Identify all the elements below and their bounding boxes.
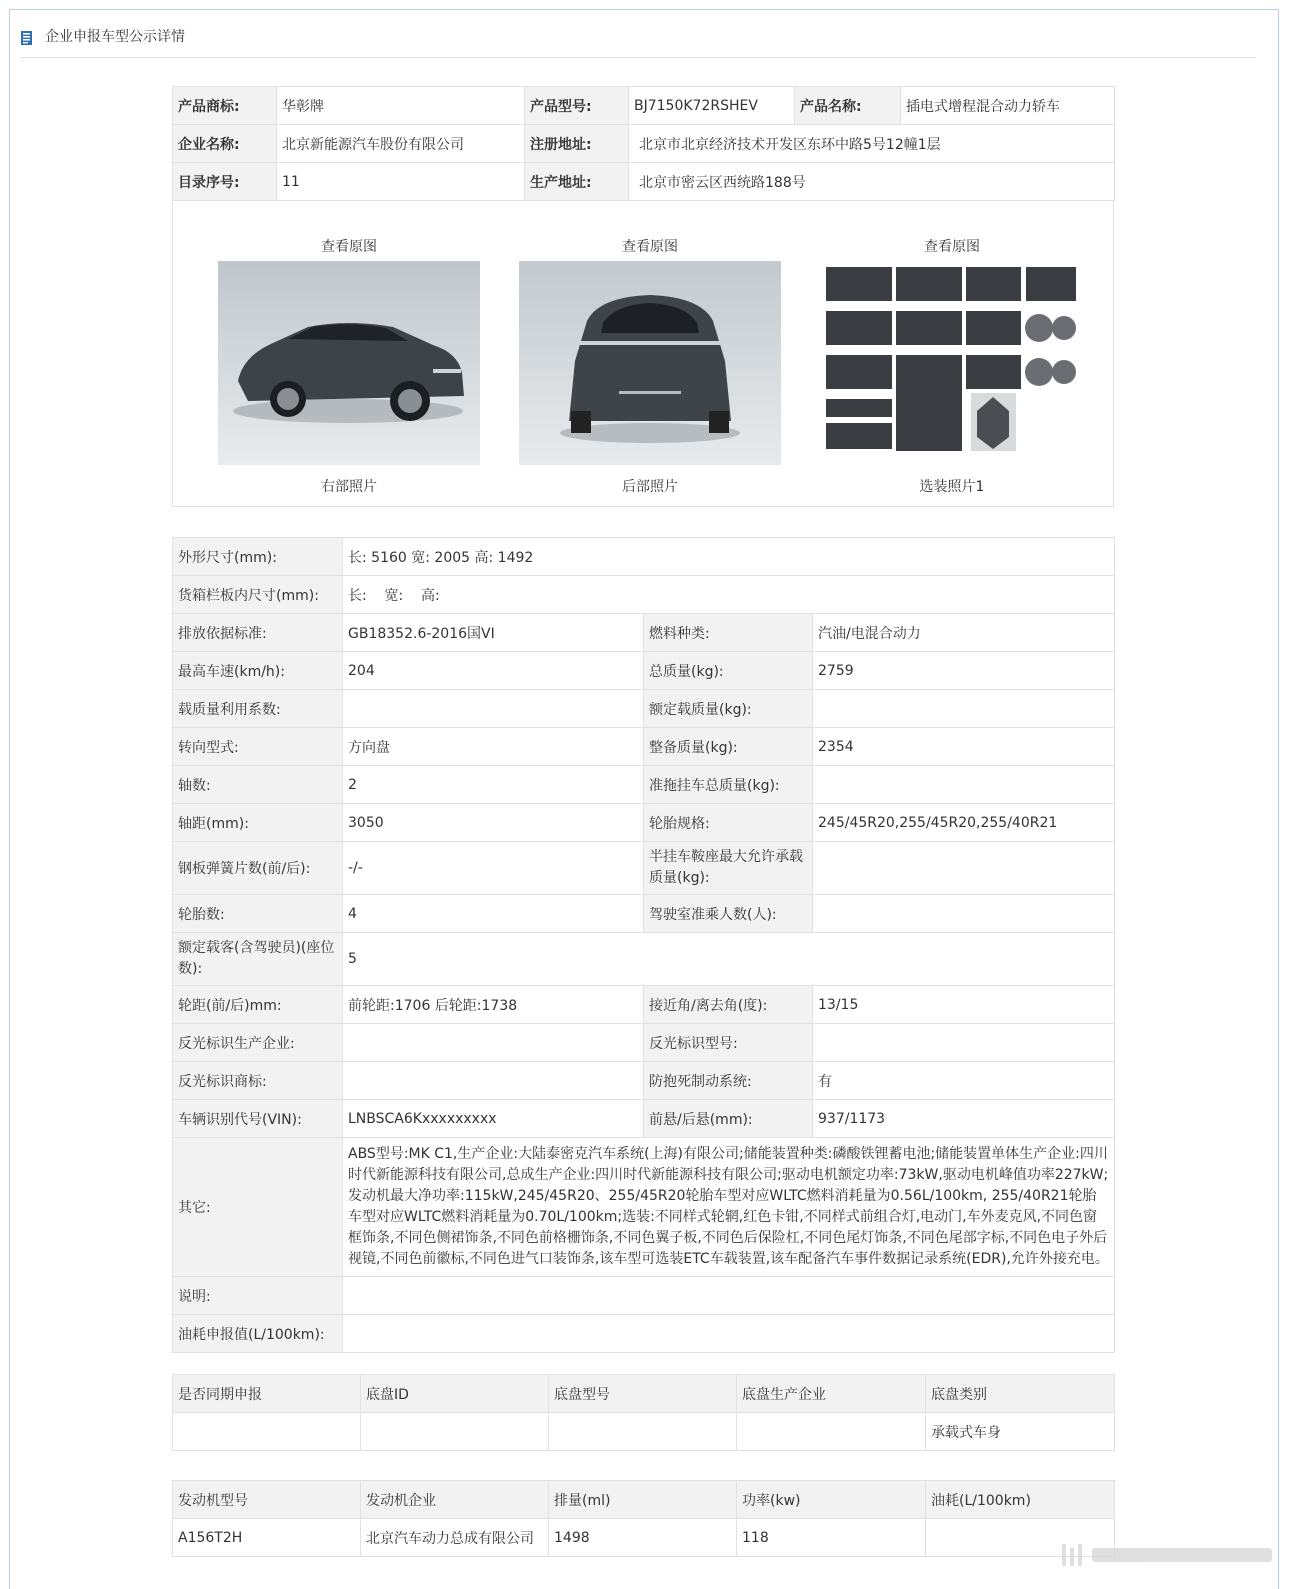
- table-cell: [173, 1413, 361, 1451]
- seat-capacity-label: 额定载客(含驾驶员)(座位数):: [173, 933, 343, 986]
- curb-mass-value: 2354: [813, 728, 1115, 766]
- table-cell: 1498: [549, 1519, 737, 1557]
- production-address-label: 生产地址:: [525, 163, 629, 201]
- rated-load-label: 额定载质量(kg):: [644, 690, 813, 728]
- car-rear-photo[interactable]: [519, 261, 781, 465]
- wheelbase-value: 3050: [343, 804, 644, 842]
- document-list-icon: [20, 30, 34, 46]
- company-value: 北京新能源汽车股份有限公司: [277, 125, 525, 163]
- table-cell: A156T2H: [173, 1519, 361, 1557]
- approach-departure-angle-label: 接近角/离去角(度):: [644, 986, 813, 1024]
- view-original-link[interactable]: 查看原图: [924, 239, 980, 255]
- fuel-type-label: 燃料种类:: [644, 614, 813, 652]
- reflector-manufacturer-value: [343, 1024, 644, 1062]
- load-coefficient-value: [343, 690, 644, 728]
- saddle-load-label: 半挂车鞍座最大允许承载质量(kg):: [644, 842, 813, 895]
- table-header-cell: 底盘类别: [926, 1375, 1115, 1413]
- brand-value: 华彰牌: [277, 87, 525, 125]
- other-value: ABS型号:MK C1,生产企业:大陆泰密克汽车系统(上海)有限公司;储能装置种类:磷酸铁锂蓄电池;储能装置单体生产企业:四川时代新能源科技有限公司,总成生产企业:四川时代新能源科技有限公司;驱动电机额定功率:73kW,驱动电机峰值功率227kW;发动机最大净功率:115kW,245/45R20、255/45R20轮胎车型对应WLTC燃料消耗量为0.56L/100km, 255/40R21轮胎车型对应WLTC燃料消耗量为0.70L/100km;选装:不同样式轮辋,红色卡钳,不同样式前组合灯,电动门,车外麦克风,不同色窗框饰条,不同色侧裙饰条,不同色前格栅饰条,不同色翼子板,不同色后保险杠,不同色尾灯饰条,不同色尾部字标,不同色电子外后视镜,不同色前徽标,不同色进气口装饰条,该车型可选装ETC车载装置,该车配备汽车事件数据记录系统(EDR),允许外接充电。: [343, 1138, 1115, 1277]
- catalog-number-label: 目录序号:: [173, 163, 277, 201]
- overhang-label: 前悬/后悬(mm):: [644, 1100, 813, 1138]
- table-header-cell: 是否同期申报: [173, 1375, 361, 1413]
- axle-count-value: 2: [343, 766, 644, 804]
- view-original-link[interactable]: 查看原图: [622, 239, 678, 255]
- photo-caption-rear: 后部照片: [622, 479, 678, 495]
- rated-load-value: [813, 690, 1115, 728]
- brand-label: 产品商标:: [173, 87, 277, 125]
- table-header-cell: 油耗(L/100km): [926, 1481, 1115, 1519]
- table-header-cell: 排量(ml): [549, 1481, 737, 1519]
- reflector-model-value: [813, 1024, 1115, 1062]
- tire-count-value: 4: [343, 895, 644, 933]
- cab-capacity-label: 驾驶室准乘人数(人):: [644, 895, 813, 933]
- tire-count-label: 轮胎数:: [173, 895, 343, 933]
- approach-departure-angle-value: 13/15: [813, 986, 1115, 1024]
- photo-gallery: [172, 200, 1114, 507]
- curb-mass-label: 整备质量(kg):: [644, 728, 813, 766]
- registered-address-value: 北京市北京经济技术开发区东环中路5号12幢1层: [629, 125, 1115, 163]
- model-value: BJ7150K72RSHEV: [629, 87, 795, 125]
- tire-spec-label: 轮胎规格:: [644, 804, 813, 842]
- steering-type-value: 方向盘: [343, 728, 644, 766]
- table-header-cell: 底盘型号: [549, 1375, 737, 1413]
- reflector-brand-value: [343, 1062, 644, 1100]
- trailer-mass-value: [813, 766, 1115, 804]
- chassis-table: [172, 1374, 1115, 1451]
- table-cell: 承载式车身: [926, 1413, 1115, 1451]
- emission-standard-label: 排放依据标准:: [173, 614, 343, 652]
- dimensions-label: 外形尺寸(mm):: [173, 538, 343, 576]
- max-speed-value: 204: [343, 652, 644, 690]
- cargo-dimensions-value: 长: 宽: 高:: [343, 576, 1115, 614]
- track-width-label: 轮距(前/后)mm:: [173, 986, 343, 1024]
- optional-equipment-collage[interactable]: [821, 261, 1083, 465]
- leaf-spring-label: 钢板弹簧片数(前/后):: [173, 842, 343, 895]
- table-cell: [361, 1413, 549, 1451]
- table-cell: [549, 1413, 737, 1451]
- page-title: 企业申报车型公示详情: [45, 29, 185, 45]
- photo-caption-optional: 选装照片1: [919, 479, 985, 495]
- table-header-cell: 底盘生产企业: [737, 1375, 926, 1413]
- wheelbase-label: 轴距(mm):: [173, 804, 343, 842]
- registered-address-label: 注册地址:: [525, 125, 629, 163]
- other-label: 其它:: [173, 1138, 343, 1277]
- steering-type-label: 转向型式:: [173, 728, 343, 766]
- reflector-model-label: 反光标识型号:: [644, 1024, 813, 1062]
- leaf-spring-value: -/-: [343, 842, 644, 895]
- max-speed-label: 最高车速(km/h):: [173, 652, 343, 690]
- table-header-cell: 底盘ID: [361, 1375, 549, 1413]
- emission-standard-value: GB18352.6-2016国VI: [343, 614, 644, 652]
- declared-fuel-consumption-label: 油耗申报值(L/100km):: [173, 1315, 343, 1353]
- trailer-mass-label: 准拖挂车总质量(kg):: [644, 766, 813, 804]
- production-address-value: 北京市密云区西统路188号: [629, 163, 1115, 201]
- basic-info-table: [172, 86, 1115, 201]
- product-name-value: 插电式增程混合动力轿车: [901, 87, 1115, 125]
- table-header-cell: 发动机型号: [173, 1481, 361, 1519]
- total-mass-label: 总质量(kg):: [644, 652, 813, 690]
- company-label: 企业名称:: [173, 125, 277, 163]
- note-value: [343, 1277, 1115, 1315]
- vehicle-parameters-table: [172, 537, 1115, 1353]
- tire-spec-value: 245/45R20,255/45R20,255/40R21: [813, 804, 1115, 842]
- vin-value: LNBSCA6Kxxxxxxxxx: [343, 1100, 644, 1138]
- vin-label: 车辆识别代号(VIN):: [173, 1100, 343, 1138]
- car-right-side-photo[interactable]: [218, 261, 480, 465]
- reflector-manufacturer-label: 反光标识生产企业:: [173, 1024, 343, 1062]
- reflector-brand-label: 反光标识商标:: [173, 1062, 343, 1100]
- catalog-number-value: 11: [277, 163, 525, 201]
- table-header-cell: 功率(kw): [737, 1481, 926, 1519]
- engine-table: [172, 1480, 1115, 1557]
- abs-value: 有: [813, 1062, 1115, 1100]
- cargo-dimensions-label: 货箱栏板内尺寸(mm):: [173, 576, 343, 614]
- axle-count-label: 轴数:: [173, 766, 343, 804]
- saddle-load-value: [813, 842, 1115, 895]
- model-label: 产品型号:: [525, 87, 629, 125]
- table-header-cell: 发动机企业: [361, 1481, 549, 1519]
- abs-label: 防抱死制动系统:: [644, 1062, 813, 1100]
- page-header: [20, 22, 1256, 58]
- watermark-logo: [1058, 1540, 1278, 1570]
- photo-caption-right: 右部照片: [321, 479, 377, 495]
- seat-capacity-value: 5: [343, 933, 1115, 986]
- declared-fuel-consumption-value: [343, 1315, 1115, 1353]
- note-label: 说明:: [173, 1277, 343, 1315]
- product-name-label: 产品名称:: [795, 87, 901, 125]
- dimensions-value: 长: 5160 宽: 2005 高: 1492: [343, 538, 1115, 576]
- fuel-type-value: 汽油/电混合动力: [813, 614, 1115, 652]
- cab-capacity-value: [813, 895, 1115, 933]
- view-original-link[interactable]: 查看原图: [321, 239, 377, 255]
- load-coefficient-label: 载质量利用系数:: [173, 690, 343, 728]
- table-cell: 北京汽车动力总成有限公司: [361, 1519, 549, 1557]
- overhang-value: 937/1173: [813, 1100, 1115, 1138]
- table-cell: 118: [737, 1519, 926, 1557]
- table-cell: [737, 1413, 926, 1451]
- track-width-value: 前轮距:1706 后轮距:1738: [343, 986, 644, 1024]
- total-mass-value: 2759: [813, 652, 1115, 690]
